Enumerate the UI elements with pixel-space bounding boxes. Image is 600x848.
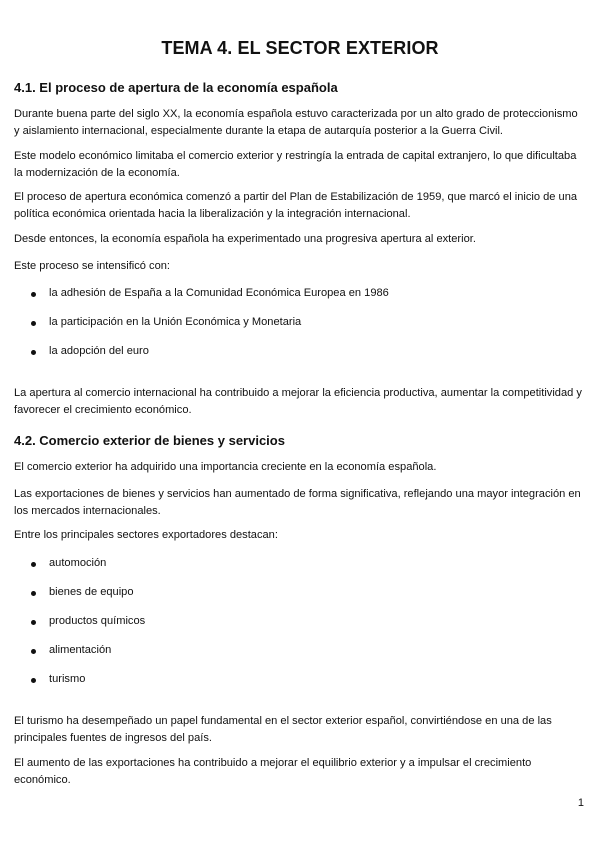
- paragraph: La apertura al comercio internacional ha contribuido a mejorar la eficiencia productiva, aumentar la competitividad y favorecer el crecimiento económico.: [14, 387, 582, 416]
- bullet-icon: [31, 591, 36, 596]
- bullet-icon: [31, 321, 36, 326]
- page-number: 1: [577, 797, 584, 809]
- paragraph: El aumento de las exportaciones ha contribuido a mejorar el equilibrio exterior y a impulsar el crecimiento económico.: [14, 757, 532, 786]
- list-item-text: turismo: [49, 673, 86, 685]
- section-heading-4-1: 4.1. El proceso de apertura de la economía española: [14, 80, 338, 95]
- section-heading-4-2: 4.2. Comercio exterior de bienes y servicios: [14, 433, 285, 448]
- list-item-text: productos químicos: [49, 615, 146, 627]
- paragraph: Desde entonces, la economía española ha experimentado una progresiva apertura al exterior.: [14, 233, 476, 245]
- bullet-icon: [31, 350, 36, 355]
- bullet-icon: [31, 562, 36, 567]
- bullet-icon: [31, 678, 36, 683]
- list-item-text: bienes de equipo: [49, 586, 134, 598]
- bullet-icon: [31, 292, 36, 297]
- bullet-icon: [31, 649, 36, 654]
- list-item-text: la participación en la Unión Económica y Monetaria: [49, 316, 302, 328]
- list-item-text: la adhesión de España a la Comunidad Económica Europea en 1986: [49, 287, 389, 299]
- bullet-icon: [31, 620, 36, 625]
- paragraph: Este modelo económico limitaba el comercio exterior y restringía la entrada de capital extranjero, lo que dificultaba la modernización de la economía.: [14, 150, 577, 179]
- paragraph: Las exportaciones de bienes y servicios han aumentado de forma significativa, reflejando una mayor integración en los mercados internacionales.: [14, 488, 581, 517]
- paragraph: El comercio exterior ha adquirido una importancia creciente en la economía española.: [14, 461, 437, 473]
- paragraph: El turismo ha desempeñado un papel fundamental en el sector exterior español, convirtiéndose en una de las principales fuentes de ingresos del país.: [14, 715, 552, 744]
- paragraph: El proceso de apertura económica comenzó a partir del Plan de Estabilización de 1959, que marcó el inicio de una política económica orientada hacia la liberalización y la integración internacional.: [14, 191, 578, 220]
- list-item-text: la adopción del euro: [49, 345, 149, 357]
- paragraph: Este proceso se intensificó con:: [14, 260, 171, 272]
- list-item-text: alimentación: [49, 644, 112, 656]
- paragraph: Durante buena parte del siglo XX, la economía española estuvo caracterizada por un alto grado de proteccionismo y aislamiento internacional, especialmente durante la etapa de autarquía posterior a la Guerra Civil.: [14, 108, 578, 137]
- page-title: TEMA 4. EL SECTOR EXTERIOR: [161, 38, 439, 58]
- list-item-text: automoción: [49, 557, 107, 569]
- paragraph: Entre los principales sectores exportadores destacan:: [14, 529, 278, 541]
